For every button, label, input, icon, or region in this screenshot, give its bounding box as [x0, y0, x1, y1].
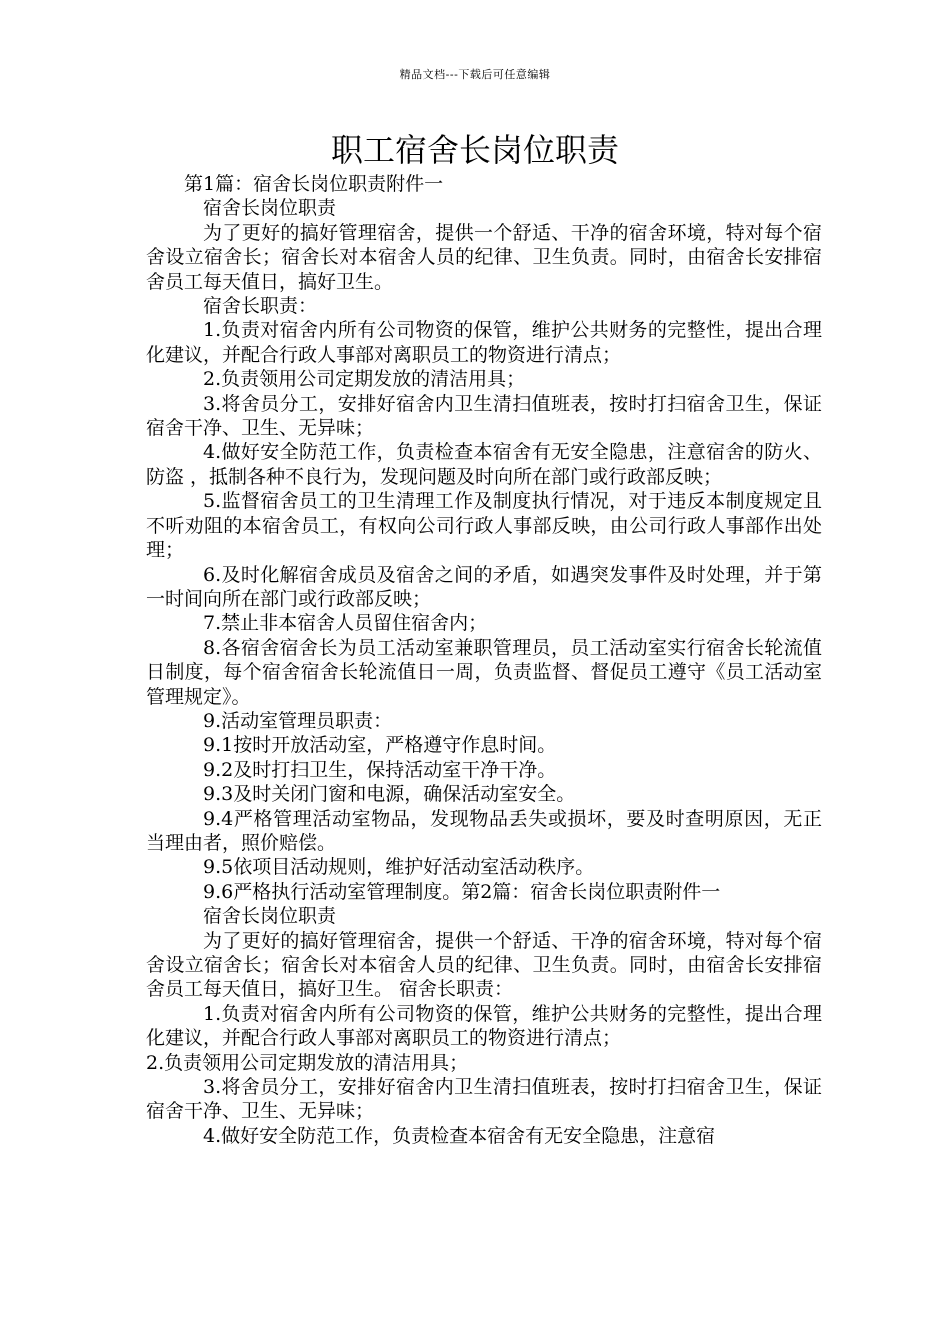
paragraph: 9.2及时打扫卫生，保持活动室干净干净。 — [203, 758, 557, 781]
paragraph: 为了更好的搞好管理宿舍，提供一个舒适、干净的宿舍环境，特对每个宿舍设立宿舍长；宿舍长对本宿舍人员的纪律、卫生负责。同时，由宿舍长安排宿舍员工每天值日，搞好卫生。 宿舍长职责： — [146, 929, 822, 1001]
paragraph: 9.1按时开放活动室，严格遵守作息时间。 — [203, 734, 557, 757]
paragraph: 9.活动室管理员职责： — [203, 709, 393, 732]
document-title: 职工宿舍长岗位职责 — [330, 131, 619, 169]
paragraph: 9.6严格执行活动室管理制度。第2篇：宿舍长岗位职责附件一 — [203, 880, 721, 903]
paragraph: 4.做好安全防范工作，负责检查本宿舍有无安全隐患，注意宿舍的防火、防盗 ，抵制各种不良行为，发现问题及时向所在部门或行政部反映； — [146, 441, 822, 488]
paragraph: 8.各宿舍宿舍长为员工活动室兼职管理员，员工活动室实行宿舍长轮流值日制度，每个宿舍宿舍长轮流值日一周，负责监督、督促员工遵守《员工活动室管理规定》。 — [146, 636, 822, 708]
paragraph: 1.负责对宿舍内所有公司物资的保管，维护公共财务的完整性，提出合理化建议，并配合行政人事部对离职员工的物资进行清点； — [146, 319, 822, 366]
paragraph: 6.及时化解宿舍成员及宿舍之间的矛盾，如遇突发事件及时处理，并于第一时间向所在部门或行政部反映； — [146, 563, 822, 610]
header-note: 精品文档---下载后可任意编辑 — [399, 68, 551, 81]
paragraph: 9.5依项目活动规则，维护好活动室活动秩序。 — [203, 856, 595, 879]
paragraph: 4.做好安全防范工作，负责检查本宿舍有无安全隐患，注意宿 — [203, 1124, 716, 1147]
paragraph: 3.将舍员分工，安排好宿舍内卫生清扫值班表，按时打扫宿舍卫生，保证宿舍干净、卫生、无异味； — [146, 392, 822, 440]
paragraph: 宿舍长岗位职责 — [203, 197, 337, 220]
paragraph: 为了更好的搞好管理宿舍，提供一个舒适、干净的宿舍环境，特对每个宿舍设立宿舍长；宿舍长对本宿舍人员的纪律、卫生负责。同时，由宿舍长安排宿舍员工每天值日，搞好卫生。 — [146, 221, 822, 293]
paragraph: 1.负责对宿舍内所有公司物资的保管，维护公共财务的完整性，提出合理化建议，并配合行政人事部对离职员工的物资进行清点； — [146, 1002, 822, 1050]
paragraph: 宿舍长岗位职责 — [203, 905, 337, 928]
document-body — [146, 172, 822, 1148]
paragraph: 2.负责领用公司定期发放的清洁用具； — [203, 368, 526, 391]
paragraph: 5.监督宿舍员工的卫生清理工作及制度执行情况，对于违反本制度规定且不听劝阻的本宿舍员工，有权向公司行政人事部反映，由公司行政人事部作出处理； — [146, 490, 822, 562]
paragraph: 第1篇：宿舍长岗位职责附件一 — [184, 173, 444, 195]
paragraph: 2.负责领用公司定期发放的清洁用具； — [146, 1051, 469, 1074]
paragraph: 宿舍长职责： — [203, 295, 318, 318]
paragraph: 7.禁止非本宿舍人员留住宿舍内； — [203, 612, 488, 635]
paragraph: 9.4严格管理活动室物品，发现物品丢失或损坏，要及时查明原因，无正当理由者，照价赔偿。 — [146, 807, 822, 854]
paragraph: 9.3及时关闭门窗和电源，确保活动室安全。 — [203, 783, 576, 806]
paragraph: 3.将舍员分工，安排好宿舍内卫生清扫值班表，按时打扫宿舍卫生，保证宿舍干净、卫生、无异味； — [146, 1076, 822, 1123]
